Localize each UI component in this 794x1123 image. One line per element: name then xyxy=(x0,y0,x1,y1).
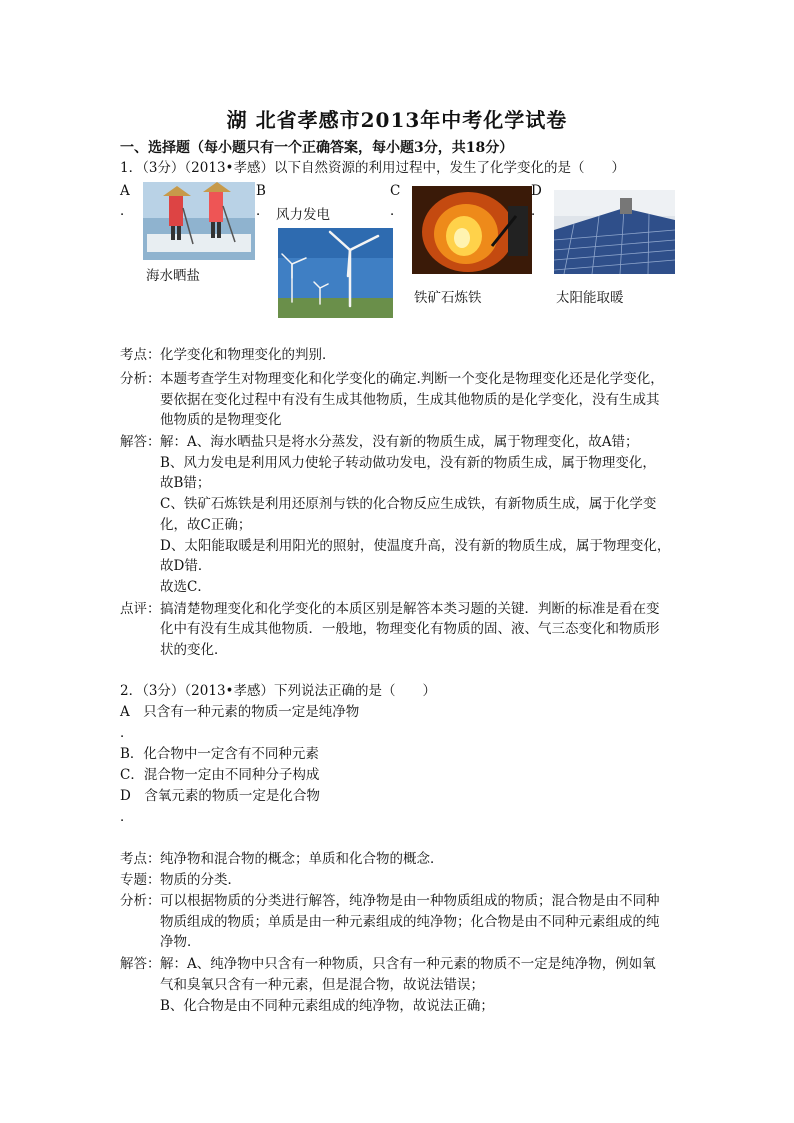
page-title: 湖 北省孝感市2013年中考化学试卷 xyxy=(226,108,568,132)
q1-fenxi-line: 要依据在变化过程中有没有生成其他物质，生成其他物质的是化学变化，没有生成其 xyxy=(160,392,660,408)
q2-jieda-label: 解答： xyxy=(120,956,161,972)
q2-option-line: ． xyxy=(120,725,134,741)
option-d-dot: ． xyxy=(531,203,545,219)
option-a-dot: ． xyxy=(120,203,134,219)
solar-heating-roof-photo xyxy=(554,190,675,274)
option-c-caption: 铁矿石炼铁 xyxy=(414,290,482,306)
q2-option-line: C．混合物一定由不同种分子构成 xyxy=(120,767,320,783)
q1-fenxi-line: 他物质的是物理变化 xyxy=(160,412,282,428)
q2-option-line: D 含氧元素的物质一定是化合物 xyxy=(120,788,320,804)
q2-option-line: ． xyxy=(120,809,134,825)
option-a-letter: A xyxy=(120,183,130,199)
option-b-dot: ． xyxy=(256,203,270,219)
q2-fenxi-line: 可以根据物质的分类进行解答，纯净物是由一种物质组成的物质；混合物是由不同种 xyxy=(160,893,660,909)
iron-smelting-photo xyxy=(412,186,532,274)
q2-zhuanti-label: 专题： xyxy=(120,872,161,888)
q2-fenxi-line: 物质组成的物质；单质是由一种元素组成的纯净物；化合物是由不同种元素组成的纯 xyxy=(160,914,660,930)
q1-kaodian-label: 考点： xyxy=(120,347,161,363)
section-heading: 一、选择题（每小题只有一个正确答案，每小题3分，共18分） xyxy=(120,140,514,156)
q2-option-line: B．化合物中一定含有不同种元素 xyxy=(120,746,319,762)
q1-dianping-line: 状的变化． xyxy=(160,642,228,658)
q1-jieda-line: 故D错． xyxy=(160,558,212,574)
q1-jieda-line: 故B错； xyxy=(160,475,211,491)
option-a-caption: 海水晒盐 xyxy=(146,268,200,284)
q1-jieda-line: C、铁矿石炼铁是利用还原剂与铁的化合物反应生成铁，有新物质生成，属于化学变 xyxy=(160,496,657,512)
q1-jieda-line: D、太阳能取暖是利用阳光的照射，使温度升高，没有新的物质生成，属于物理变化， xyxy=(160,538,671,554)
q1-dianping-line: 化中有没有生成其他物质．一般地，物理变化有物质的固、液、气三态变化和物质形 xyxy=(160,621,660,637)
option-b-letter: B xyxy=(256,183,266,199)
q1-jieda-label: 解答： xyxy=(120,434,161,450)
option-c-letter: C xyxy=(390,183,401,199)
q1-dianping-label: 点评： xyxy=(120,601,161,617)
q2-jieda-line: 解：A、纯净物中只含有一种物质，只含有一种元素的物质不一定是纯净物，例如氧 xyxy=(160,956,656,972)
q2-fenxi-line: 净物． xyxy=(160,934,201,950)
option-d-letter: D xyxy=(531,183,542,199)
q1-fenxi-line: 本题考查学生对物理变化和化学变化的确定.判断一个变化是物理变化还是化学变化， xyxy=(160,371,664,387)
q2-zhuanti: 物质的分类． xyxy=(160,872,241,888)
option-d-caption: 太阳能取暖 xyxy=(556,290,624,306)
q1-kaodian: 化学变化和物理变化的判别． xyxy=(160,347,336,363)
wind-turbines-photo xyxy=(278,228,393,318)
q2-jieda-line: B、化合物是由不同种元素组成的纯净物，故说法正确； xyxy=(160,998,494,1014)
option-b-caption: 风力发电 xyxy=(276,207,330,223)
q1-jieda-line: 故选C． xyxy=(160,579,211,595)
q2-kaodian-label: 考点： xyxy=(120,851,161,867)
q2-kaodian: 纯净物和混合物的概念；单质和化合物的概念． xyxy=(160,851,444,867)
q1-jieda-line: 解：A、海水晒盐只是将水分蒸发，没有新的物质生成，属于物理变化，故A错； xyxy=(160,434,639,450)
q2-option-line: A 只含有一种元素的物质一定是纯净物 xyxy=(120,704,360,720)
q1-fenxi-label: 分析： xyxy=(120,371,161,387)
q2-jieda-line: 气和臭氧只含有一种元素，但是混合物，故说法错误； xyxy=(160,977,484,993)
q1-jieda-line: B、风力发电是利用风力使轮子转动做功发电，没有新的物质生成，属于物理变化， xyxy=(160,455,656,471)
q1-dianping-line: 搞清楚物理变化和化学变化的本质区别是解答本类习题的关键．判断的标准是看在变 xyxy=(160,601,660,617)
q1-jieda-line: 化，故C正确； xyxy=(160,517,252,533)
question-1-stem: 1．（3分）（2013•孝感）以下自然资源的利用过程中，发生了化学变化的是（ ） xyxy=(120,160,625,176)
sea-salt-drying-photo xyxy=(143,182,255,260)
question-2-stem: 2．（3分）（2013•孝感）下列说法正确的是（ ） xyxy=(120,683,436,699)
q2-fenxi-label: 分析： xyxy=(120,893,161,909)
option-c-dot: ． xyxy=(390,203,404,219)
